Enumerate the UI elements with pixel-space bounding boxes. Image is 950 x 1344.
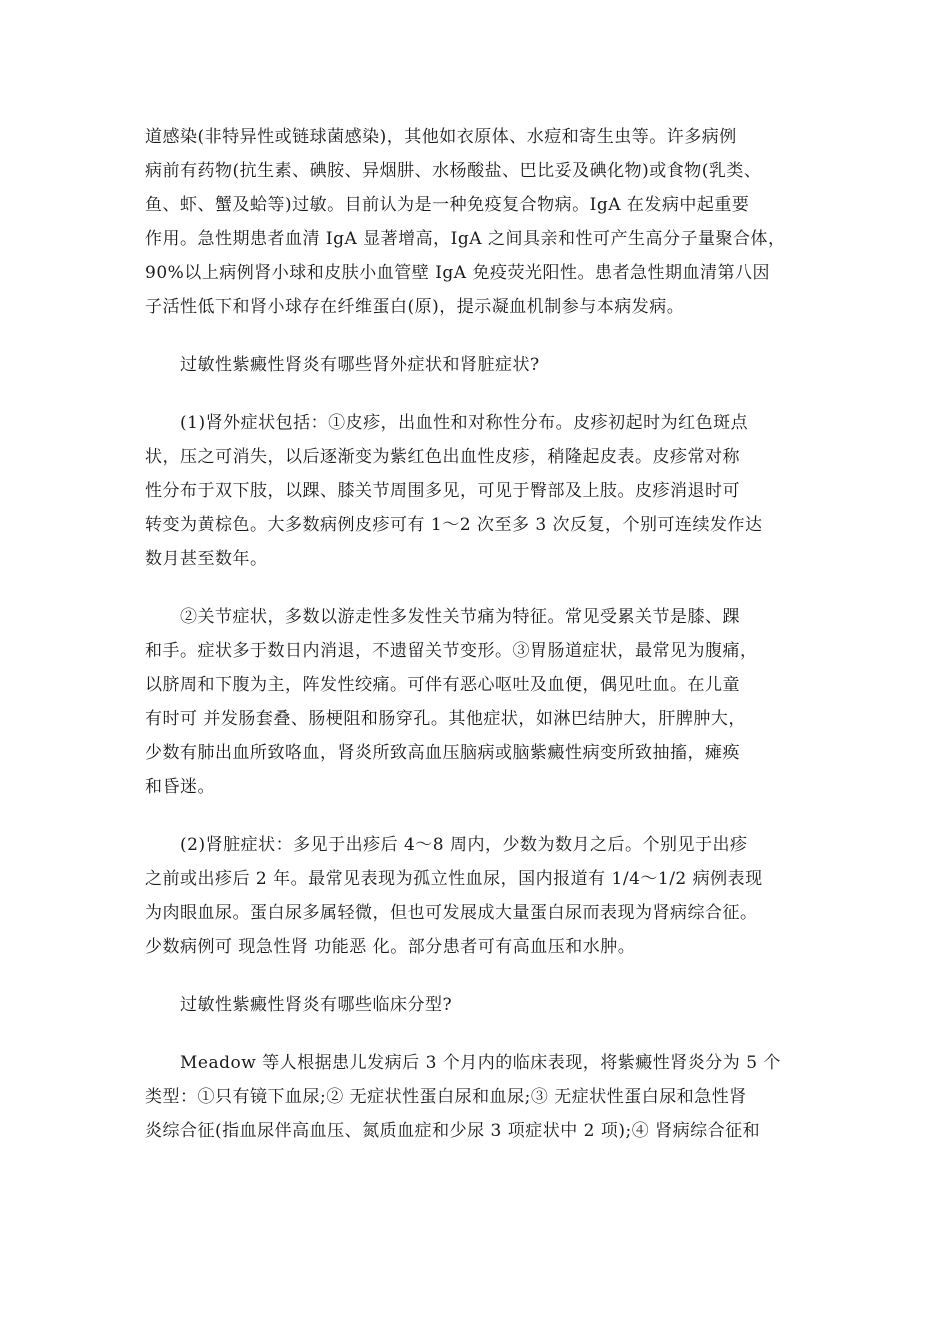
paragraph — [145, 600, 810, 804]
text-line: 数月甚至数年。 — [145, 549, 268, 569]
text-line: 炎综合征(指血尿伴高血压、氮质血症和少尿 3 项症状中 2 项);④ 肾病综合征和 — [145, 1121, 761, 1141]
text-line: 之前或出疹后 2 年。最常见表现为孤立性血尿，国内报道有 1/4～1/2 病例表现 — [145, 869, 763, 889]
text-line: 道感染(非特异性或链球菌感染)，其他如衣原体、水痘和寄生虫等。许多病例 — [145, 127, 737, 147]
text-line: 过敏性紫癜性肾炎有哪些临床分型? — [145, 995, 453, 1015]
paragraph-gap — [145, 576, 810, 600]
text-line: 过敏性紫癜性肾炎有哪些肾外症状和肾脏症状? — [145, 355, 540, 375]
text-line: 和手。症状多于数日内消退，不遗留关节变形。③胃肠道症状，最常见为腹痛， — [145, 641, 758, 661]
text-line: 以脐周和下腹为主，阵发性绞痛。可伴有恶心呕吐及血便，偶见吐血。在儿童 — [145, 675, 740, 695]
text-line: 90%以上病例肾小球和皮肤小血管壁 IgA 免疫荧光阳性。患者急性期血清第八因 — [145, 263, 770, 283]
text-line: 转变为黄棕色。大多数病例皮疹可有 1～2 次至多 3 次反复，个别可连续发作达 — [145, 515, 763, 535]
paragraph — [145, 1046, 810, 1148]
text-line: 少数有肺出血所致咯血，肾炎所致高血压脑病或脑紫癜性病变所致抽搐，瘫痪 — [145, 743, 740, 763]
document-body — [145, 120, 810, 1148]
paragraph-gap — [145, 324, 810, 348]
text-line: ②关节症状，多数以游走性多发性关节痛为特征。常见受累关节是膝、踝 — [145, 607, 740, 627]
paragraph — [145, 120, 810, 324]
text-line: 状，压之可消失，以后逐渐变为紫红色出血性皮疹，稍隆起皮表。皮疹常对称 — [145, 447, 740, 467]
text-line: 子活性低下和肾小球存在纤维蛋白(原)，提示凝血机制参与本病发病。 — [145, 297, 685, 317]
text-line: 病前有药物(抗生素、碘胺、异烟肼、水杨酸盐、巴比妥及碘化物)或食物(乳类、 — [145, 161, 762, 181]
text-line: 少数病例可 现急性肾 功能恶 化。部分患者可有高血压和水肿。 — [145, 937, 636, 957]
text-line: 鱼、虾、蟹及蛤等)过敏。目前认为是一种免疫复合物病。IgA 在发病中起重要 — [145, 195, 750, 215]
paragraph — [145, 828, 810, 964]
text-line: 有时可 并发肠套叠、肠梗阻和肠穿孔。其他症状，如淋巴结肿大，肝脾肿大， — [145, 709, 746, 729]
text-line: 类型：①只有镜下血尿;② 无症状性蛋白尿和血尿;③ 无症状性蛋白尿和急性肾 — [145, 1087, 747, 1107]
text-line: (2)肾脏症状：多见于出疹后 4～8 周内，少数为数月之后。个别见于出疹 — [145, 835, 748, 855]
paragraph-gap — [145, 964, 810, 988]
text-line: 性分布于双下肢，以踝、膝关节周围多见，可见于臀部及上肢。皮疹消退时可 — [145, 481, 740, 501]
paragraph-gap — [145, 382, 810, 406]
text-line: (1)肾外症状包括：①皮疹，出血性和对称性分布。皮疹初起时为红色斑点 — [145, 413, 749, 433]
paragraph-gap — [145, 804, 810, 828]
paragraph — [145, 406, 810, 576]
text-line: 和昏迷。 — [145, 777, 215, 797]
paragraph-gap — [145, 1022, 810, 1046]
text-line: 为肉眼血尿。蛋白尿多属轻微，但也可发展成大量蛋白尿而表现为肾病综合征。 — [145, 903, 758, 923]
section-heading — [145, 348, 810, 382]
section-heading — [145, 988, 810, 1022]
text-line: Meadow 等人根据患儿发病后 3 个月内的临床表现，将紫癜性肾炎分为 5 个 — [145, 1053, 781, 1073]
text-line: 作用。急性期患者血清 IgA 显著增高，IgA 之间具亲和性可产生高分子量聚合体， — [145, 229, 786, 249]
